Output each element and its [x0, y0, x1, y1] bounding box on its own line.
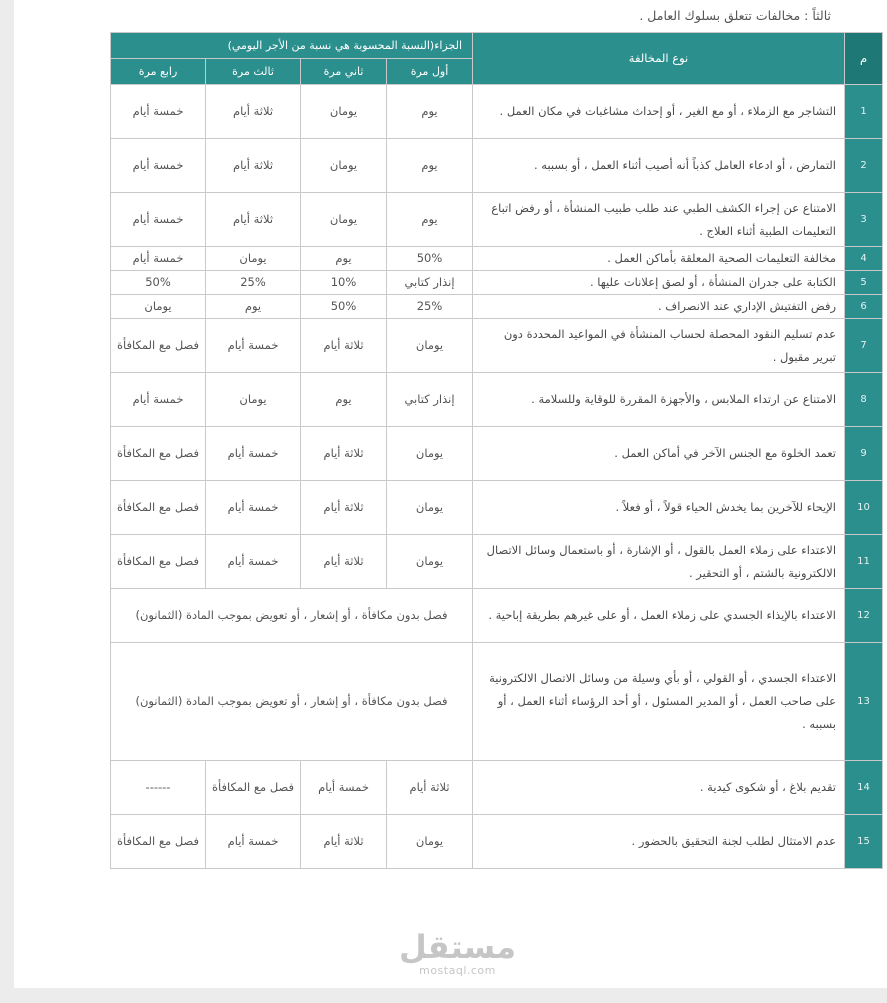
penalty-third: خمسة أيام: [206, 319, 301, 373]
penalty-fourth: فصل مع المكافأة: [111, 535, 206, 589]
penalty-first: يومان: [387, 815, 473, 869]
penalty-third: يومان: [206, 247, 301, 271]
row-number: 2: [845, 139, 883, 193]
header-penalty: الجزاء(النسبة المحسوبة هي نسبة من الأجر اليومي): [111, 33, 473, 59]
penalty-third: خمسة أيام: [206, 481, 301, 535]
table-row: [111, 589, 883, 643]
table-row: [111, 761, 883, 815]
violation-type: مخالفة التعليمات الصحية المعلقة بأماكن العمل .: [473, 247, 845, 271]
penalty-second: ثلاثة أيام: [301, 535, 387, 589]
header-third-time: ثالث مرة: [206, 59, 301, 85]
penalty-second: 10%: [301, 271, 387, 295]
document-page: [14, 0, 887, 988]
penalty-first: يوم: [387, 193, 473, 247]
row-number: 7: [845, 319, 883, 373]
row-number: 11: [845, 535, 883, 589]
penalty-second: يومان: [301, 85, 387, 139]
row-number: 5: [845, 271, 883, 295]
header-first-time: أول مرة: [387, 59, 473, 85]
table-row: [111, 271, 883, 295]
penalty-fourth: يومان: [111, 295, 206, 319]
violation-type: الامتناع عن ارتداء الملابس ، والأجهزة المقررة للوقاية وللسلامة .: [473, 373, 845, 427]
row-number: 4: [845, 247, 883, 271]
penalty-first: إنذار كتابي: [387, 271, 473, 295]
penalty-fourth: فصل مع المكافأة: [111, 427, 206, 481]
header-number: م: [845, 33, 883, 85]
penalty-second: خمسة أيام: [301, 761, 387, 815]
header-second-time: ثاني مرة: [301, 59, 387, 85]
violations-table: [110, 32, 883, 869]
violation-type: الإيحاء للآخرين بما يخدش الحياء قولاً ، أو فعلاً .: [473, 481, 845, 535]
row-number: 13: [845, 643, 883, 761]
row-number: 9: [845, 427, 883, 481]
penalty-first: يومان: [387, 535, 473, 589]
violation-type: الاعتداء على زملاء العمل بالقول ، أو الإشارة ، أو باستعمال وسائل الاتصال الالكترونية بالشتم ، أو التحقير .: [473, 535, 845, 589]
penalty-first: 25%: [387, 295, 473, 319]
penalty-third: يومان: [206, 373, 301, 427]
row-number: 6: [845, 295, 883, 319]
penalty-first: يومان: [387, 481, 473, 535]
penalty-third: ثلاثة أيام: [206, 193, 301, 247]
row-number: 1: [845, 85, 883, 139]
penalty-fourth: فصل مع المكافأة: [111, 481, 206, 535]
penalty-merged: فصل بدون مكافأة ، أو إشعار ، أو تعويض بموجب المادة (الثمانون): [111, 589, 473, 643]
penalty-first: إنذار كتابي: [387, 373, 473, 427]
penalty-third: خمسة أيام: [206, 815, 301, 869]
penalty-fourth: فصل مع المكافأة: [111, 815, 206, 869]
table-row: [111, 85, 883, 139]
section-heading: ثالثاً : مخالفات تتعلق بسلوك العامل .: [639, 8, 831, 23]
violation-type: التشاجر مع الزملاء ، أو مع الغير ، أو إحداث مشاغبات في مكان العمل .: [473, 85, 845, 139]
penalty-second: ثلاثة أيام: [301, 427, 387, 481]
violation-type: الاعتداء الجسدي ، أو القولي ، أو بأي وسيلة من وسائل الاتصال الالكترونية على صاحب العمل ، أو المدير المسئول ، أو أحد الرؤساء أثناء العمل ، أو بسببه .: [473, 643, 845, 761]
violation-type: تعمد الخلوة مع الجنس الآخر في أماكن العمل .: [473, 427, 845, 481]
penalty-second: يوم: [301, 247, 387, 271]
violation-type: عدم تسليم النقود المحصلة لحساب المنشأة في المواعيد المحددة دون تبرير مقبول .: [473, 319, 845, 373]
penalty-third: فصل مع المكافأة: [206, 761, 301, 815]
penalty-first: يوم: [387, 139, 473, 193]
table-row: [111, 295, 883, 319]
table-row: [111, 193, 883, 247]
penalty-third: 25%: [206, 271, 301, 295]
header-fourth-time: رابع مرة: [111, 59, 206, 85]
violations-table-body: [111, 85, 883, 869]
violation-type: الامتناع عن إجراء الكشف الطبي عند طلب طبيب المنشأة ، أو رفض اتباع التعليمات الطبية أثناء العلاج .: [473, 193, 845, 247]
penalty-second: ثلاثة أيام: [301, 481, 387, 535]
penalty-third: ثلاثة أيام: [206, 85, 301, 139]
row-number: 10: [845, 481, 883, 535]
row-number: 8: [845, 373, 883, 427]
penalty-third: خمسة أيام: [206, 427, 301, 481]
penalty-fourth: ------: [111, 761, 206, 815]
violation-type: الاعتداء بالإيذاء الجسدي على زملاء العمل ، أو على غيرهم بطريقة إباحية .: [473, 589, 845, 643]
penalty-first: يومان: [387, 319, 473, 373]
penalty-first: ثلاثة أيام: [387, 761, 473, 815]
logo-arabic: مستقل: [398, 928, 517, 966]
violation-type: تقديم بلاغ ، أو شكوى كيدية .: [473, 761, 845, 815]
penalty-second: يومان: [301, 139, 387, 193]
penalty-fourth: فصل مع المكافأة: [111, 319, 206, 373]
penalty-merged: فصل بدون مكافأة ، أو إشعار ، أو تعويض بموجب المادة (الثمانون): [111, 643, 473, 761]
penalty-second: 50%: [301, 295, 387, 319]
penalty-third: خمسة أيام: [206, 535, 301, 589]
table-row: [111, 247, 883, 271]
penalty-fourth: 50%: [111, 271, 206, 295]
penalty-first: يومان: [387, 427, 473, 481]
table-row: [111, 481, 883, 535]
mostaql-watermark: [14, 930, 887, 977]
table-row: [111, 319, 883, 373]
penalty-first: يوم: [387, 85, 473, 139]
penalty-fourth: خمسة أيام: [111, 247, 206, 271]
penalty-third: ثلاثة أيام: [206, 139, 301, 193]
violation-type: الكتابة على جدران المنشأة ، أو لصق إعلانات عليها .: [473, 271, 845, 295]
penalty-fourth: خمسة أيام: [111, 193, 206, 247]
penalty-second: يومان: [301, 193, 387, 247]
violation-type: عدم الامتثال لطلب لجنة التحقيق بالحضور .: [473, 815, 845, 869]
violation-type: رفض التفتيش الإداري عند الانصراف .: [473, 295, 845, 319]
penalty-first: 50%: [387, 247, 473, 271]
row-number: 14: [845, 761, 883, 815]
violation-type: التمارض ، أو ادعاء العامل كذباً أنه أصيب أثناء العمل ، أو بسببه .: [473, 139, 845, 193]
table-row: [111, 427, 883, 481]
penalty-second: ثلاثة أيام: [301, 815, 387, 869]
row-number: 15: [845, 815, 883, 869]
header-violation-type: نوع المخالفة: [473, 33, 845, 85]
penalty-fourth: خمسة أيام: [111, 85, 206, 139]
penalty-fourth: خمسة أيام: [111, 139, 206, 193]
table-row: [111, 535, 883, 589]
table-row: [111, 643, 883, 761]
penalty-second: يوم: [301, 373, 387, 427]
penalty-fourth: خمسة أيام: [111, 373, 206, 427]
table-row: [111, 139, 883, 193]
logo-latin: mostaql.com: [419, 964, 496, 977]
penalty-second: ثلاثة أيام: [301, 319, 387, 373]
penalty-third: يوم: [206, 295, 301, 319]
row-number: 12: [845, 589, 883, 643]
table-row: [111, 373, 883, 427]
table-row: [111, 815, 883, 869]
row-number: 3: [845, 193, 883, 247]
